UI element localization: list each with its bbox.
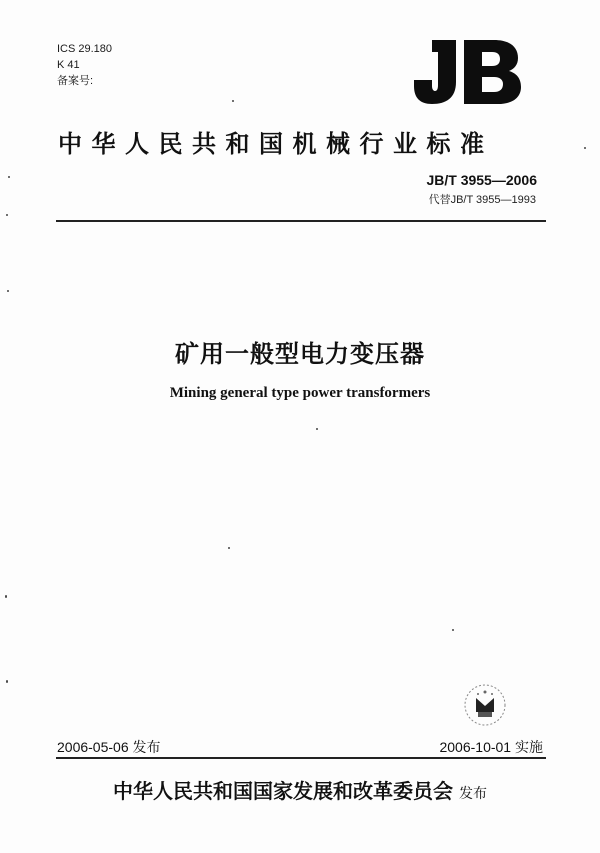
scan-speck: [452, 629, 454, 631]
scan-speck: [5, 595, 7, 598]
top-divider: [56, 220, 546, 222]
standard-number: JB/T 3955—2006: [426, 172, 537, 188]
document-title-chinese: 矿用一般型电力变压器: [175, 340, 425, 368]
jb-logo: [412, 36, 524, 108]
implementation-date: 2006-10-01 实施: [439, 739, 543, 755]
publisher-suffix: 发布: [459, 786, 487, 802]
replaces-standard: 代替JB/T 3955—1993: [428, 194, 536, 206]
scan-speck: [6, 214, 8, 216]
publisher-seal-icon: [462, 682, 508, 728]
standard-category-title: 中华人民共和国机械行业标准: [58, 130, 494, 158]
scan-speck: [8, 176, 10, 178]
jb-logo-mark: [412, 36, 524, 108]
scan-speck: [584, 147, 586, 149]
category-code: K 41: [57, 59, 80, 71]
scan-speck: [232, 100, 234, 102]
document-title-english: Mining general type power transformers: [169, 385, 431, 401]
publisher-name: 中华人民共和国国家发展和改革委员会: [113, 779, 453, 803]
classification-block: [57, 41, 112, 89]
scan-speck: [228, 547, 230, 549]
bottom-divider: [56, 757, 546, 759]
ics-code: ICS 29.180: [57, 43, 113, 55]
filing-number-label: 备案号:: [57, 75, 94, 87]
scan-speck: [316, 428, 318, 430]
scan-speck: [7, 290, 9, 292]
scan-speck: [6, 680, 8, 683]
issue-date: 2006-05-06 发布: [57, 739, 161, 755]
publisher-line: [0, 775, 600, 804]
